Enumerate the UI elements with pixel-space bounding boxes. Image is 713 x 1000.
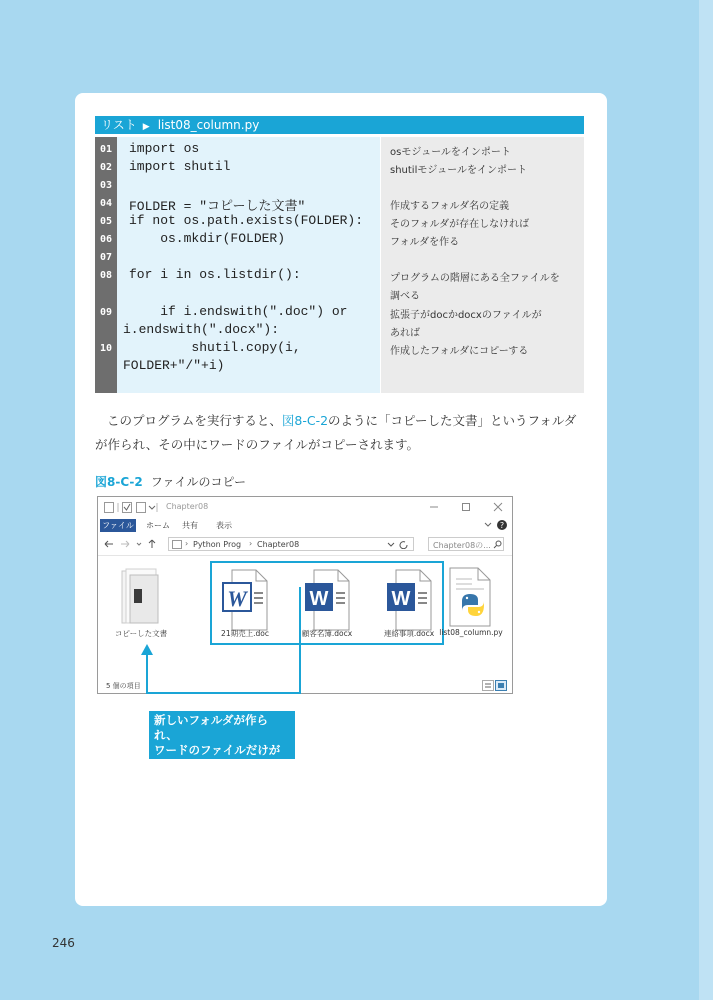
page-number: 246: [52, 936, 75, 950]
ribbon-expand-and-help: [484, 519, 508, 531]
window-title: Chapter08: [166, 502, 209, 511]
code-line: FOLDER+"/"+i): [123, 358, 225, 373]
code-line: import shutil: [129, 159, 231, 174]
code-comment: 作成するフォルダ名の定義: [390, 201, 510, 212]
status-bar: [98, 679, 512, 693]
arrow-up-icon: [141, 644, 153, 656]
listing-body: [95, 137, 584, 393]
search-input[interactable]: [428, 537, 504, 551]
listing-filename: list08_column.py: [157, 118, 260, 132]
paragraph-text: このプログラムを実行すると、: [107, 413, 282, 428]
line-number: 03: [99, 180, 113, 191]
code-line: os.mkdir(FOLDER): [129, 231, 286, 246]
code-line: i.endswith(".docx"):: [123, 322, 280, 337]
code-comment: osモジュールをインポート: [390, 147, 511, 158]
figure-title: ファイルのコピー: [150, 475, 247, 489]
word-icon[interactable]: [386, 569, 432, 631]
line-number: 04: [99, 198, 113, 209]
callout-line-text: そこにコピーされる: [154, 758, 258, 772]
file-name: list08_column.py: [439, 628, 503, 637]
address-controls: [387, 540, 411, 549]
line-number: 10: [99, 343, 113, 354]
code-comment: 拡張子がdocかdocxのファイルが: [390, 310, 542, 321]
callout-line-text: 新しいフォルダが作られ、: [154, 713, 268, 742]
word-old-icon[interactable]: [222, 569, 268, 631]
body-paragraph: [95, 409, 587, 457]
file-name: 連絡事項.docx: [383, 629, 435, 638]
quick-access-icons: [104, 502, 160, 513]
code-comment: フォルダを作る: [390, 237, 460, 248]
line-number: 09: [99, 307, 113, 318]
listing-header: [95, 116, 584, 134]
folder-icon[interactable]: [120, 567, 160, 625]
tab-home[interactable]: ホーム: [146, 521, 170, 530]
python-file-icon[interactable]: [448, 567, 494, 627]
tab-view[interactable]: 表示: [216, 521, 232, 530]
svg-text:W: W: [391, 588, 411, 610]
page-edge-strip: [699, 0, 713, 1000]
file-name: 21期売上.doc: [221, 629, 269, 638]
code-line: import os: [129, 141, 200, 156]
svg-text:W: W: [309, 588, 329, 610]
back-arrow-icon: [105, 541, 113, 547]
window-controls: [428, 502, 508, 512]
code-line: if i.endswith(".doc") or: [129, 304, 348, 319]
figure-reference: 図8-C-2: [281, 413, 329, 428]
line-number: 02: [99, 162, 113, 173]
maximize-icon: [463, 504, 470, 511]
chevron-down-icon: [388, 543, 394, 546]
search-icon: [493, 540, 502, 549]
item-count: 5 個の項目: [106, 682, 141, 690]
code-listing: [95, 116, 584, 393]
code-comment: 作成したフォルダにコピーする: [390, 346, 529, 357]
tab-share[interactable]: 共有: [182, 521, 198, 530]
folder-small-icon: [172, 540, 182, 549]
refresh-icon: [400, 542, 407, 549]
callout-note: [149, 711, 295, 772]
code-comment: プログラムの階層にある全ファイルを: [390, 273, 560, 284]
callout-line-text: ワードのファイルだけが: [154, 743, 281, 757]
up-arrow-icon: [149, 540, 155, 548]
triangle-icon: ▶: [142, 122, 150, 132]
code-line: FOLDER = "コピーした文書": [129, 199, 306, 214]
line-number-column: [95, 137, 117, 393]
line-number: 07: [99, 252, 113, 263]
file-name: 顧客名簿.docx: [301, 629, 353, 638]
tab-file[interactable]: ファイル: [100, 519, 136, 532]
paragraph-text: のように「コピーした文書」というフォルダが作られ、その中にワードのファイルがコピーされます。: [95, 413, 577, 452]
breadcrumb-item[interactable]: Python Prog: [193, 540, 242, 549]
code-comment: あれば: [390, 328, 420, 339]
line-number: 05: [99, 216, 113, 227]
details-view-icon: [483, 681, 494, 691]
callout-connector: [146, 692, 301, 694]
navigation-buttons: [104, 539, 164, 549]
code-line: shutil.copy(i,: [129, 340, 301, 355]
word-icon[interactable]: [304, 569, 350, 631]
line-number: 06: [99, 234, 113, 245]
address-bar-row: [98, 533, 512, 556]
explorer-window: [97, 496, 513, 694]
callout-connector: [299, 587, 301, 694]
address-bar[interactable]: › Python Prog › Chapter08: [168, 537, 414, 551]
figure-number: 図8-C-2: [95, 475, 143, 489]
ribbon-tabs: [98, 517, 512, 533]
close-icon: [494, 503, 502, 511]
file-name: コピーした文書: [114, 629, 168, 638]
search-placeholder: Chapter08の...: [433, 541, 491, 550]
code-line: if not os.path.exists(FOLDER):: [129, 213, 364, 228]
window-titlebar: [98, 497, 512, 517]
svg-text:?: ?: [499, 521, 505, 530]
code-comment: 調べる: [390, 291, 420, 302]
line-number: 01: [99, 144, 113, 155]
figure-caption: [95, 473, 246, 490]
breadcrumb-item[interactable]: Chapter08: [257, 540, 300, 549]
svg-text:W: W: [227, 586, 247, 611]
code-comment: そのフォルダが存在しなければ: [390, 219, 530, 230]
code-comment: shutilモジュールをインポート: [390, 165, 527, 176]
book-page: [75, 93, 607, 906]
forward-arrow-icon: [121, 541, 129, 547]
view-toggle[interactable]: [482, 680, 508, 691]
listing-label: リスト: [101, 118, 137, 132]
history-dropdown-icon: [137, 543, 141, 545]
code-line: for i in os.listdir():: [129, 267, 301, 282]
line-number: 08: [99, 270, 113, 281]
chevron-down-icon: [485, 523, 491, 526]
callout-connector: [146, 654, 148, 692]
